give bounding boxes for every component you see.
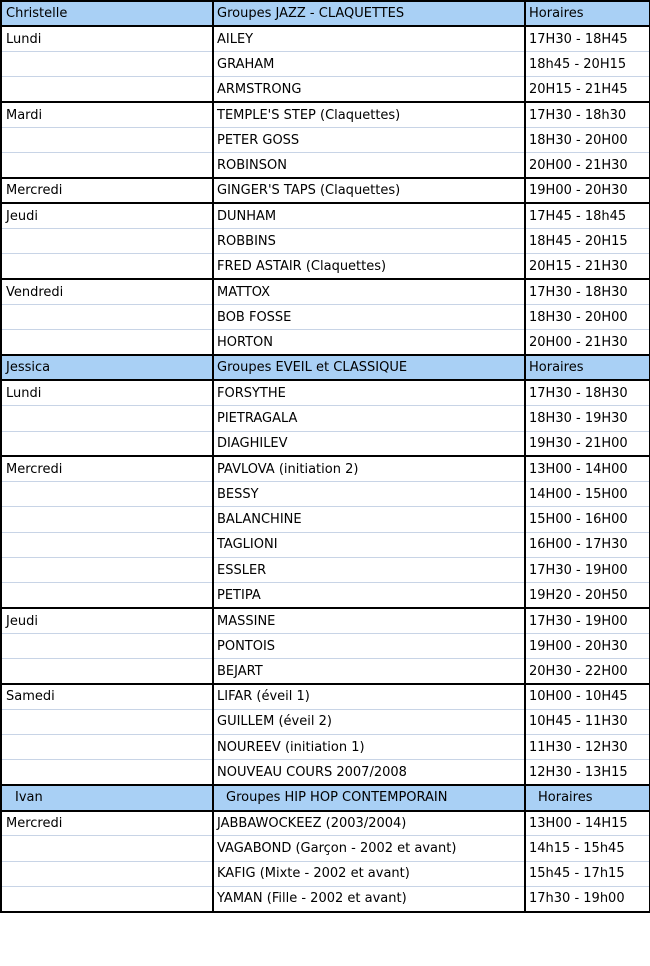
day-label: Lundi (1, 380, 213, 405)
day-empty (1, 482, 213, 507)
class-row (1, 102, 650, 127)
day-label: Mercredi (1, 456, 213, 481)
class-time: 17H30 - 18H45 (525, 26, 650, 51)
class-time: 18H30 - 20H00 (525, 305, 650, 330)
class-time: 18h45 - 20H15 (525, 52, 650, 77)
class-name: DUNHAM (213, 203, 525, 228)
class-name: TAGLIONI (213, 532, 525, 557)
day-empty (1, 558, 213, 583)
class-row (1, 52, 650, 77)
groups-title: Groupes EVEIL et CLASSIQUE (213, 355, 525, 380)
class-time: 17H30 - 18H30 (525, 380, 650, 405)
class-row (1, 431, 650, 456)
class-name: PAVLOVA (initiation 2) (213, 456, 525, 481)
class-row (1, 77, 650, 102)
class-name: BALANCHINE (213, 507, 525, 532)
class-time: 17H30 - 18H30 (525, 279, 650, 304)
class-time: 20H00 - 21H30 (525, 330, 650, 355)
class-row (1, 684, 650, 709)
class-name: GUILLEM (éveil 2) (213, 709, 525, 734)
day-empty (1, 735, 213, 760)
class-row (1, 861, 650, 886)
class-name: TEMPLE'S STEP (Claquettes) (213, 102, 525, 127)
class-row (1, 836, 650, 861)
class-time: 20H00 - 21H30 (525, 153, 650, 178)
class-name: BOB FOSSE (213, 305, 525, 330)
class-row (1, 279, 650, 304)
class-row (1, 608, 650, 633)
groups-title: Groupes JAZZ - CLAQUETTES (213, 1, 525, 26)
class-name: PETIPA (213, 583, 525, 608)
teacher-name: Ivan (1, 785, 213, 810)
class-row (1, 380, 650, 405)
class-name: LIFAR (éveil 1) (213, 684, 525, 709)
class-time: 18H30 - 20H00 (525, 127, 650, 152)
class-time: 17H30 - 19H00 (525, 608, 650, 633)
day-empty (1, 52, 213, 77)
day-empty (1, 254, 213, 279)
class-name: FRED ASTAIR (Claquettes) (213, 254, 525, 279)
class-time: 20H30 - 22H00 (525, 659, 650, 684)
class-time: 15H00 - 16H00 (525, 507, 650, 532)
day-empty (1, 406, 213, 431)
day-empty (1, 507, 213, 532)
class-row (1, 659, 650, 684)
hours-title: Horaires (525, 355, 650, 380)
class-row (1, 507, 650, 532)
schedule-body (1, 1, 650, 912)
day-empty (1, 709, 213, 734)
class-name: BEJART (213, 659, 525, 684)
class-name: PONTOIS (213, 633, 525, 658)
class-row (1, 330, 650, 355)
class-time: 17H30 - 18h30 (525, 102, 650, 127)
day-label: Mardi (1, 102, 213, 127)
class-row (1, 633, 650, 658)
class-time: 14h15 - 15h45 (525, 836, 650, 861)
class-row (1, 735, 650, 760)
class-name: FORSYTHE (213, 380, 525, 405)
class-time: 13H00 - 14H00 (525, 456, 650, 481)
class-time: 17h30 - 19h00 (525, 886, 650, 911)
day-empty (1, 760, 213, 785)
class-name: YAMAN (Fille - 2002 et avant) (213, 886, 525, 911)
day-label: Mercredi (1, 178, 213, 203)
day-label: Jeudi (1, 203, 213, 228)
class-time: 17H45 - 18h45 (525, 203, 650, 228)
day-empty (1, 77, 213, 102)
day-empty (1, 330, 213, 355)
class-name: KAFIG (Mixte - 2002 et avant) (213, 861, 525, 886)
hours-title: Horaires (525, 785, 650, 810)
class-time: 18H45 - 20H15 (525, 229, 650, 254)
class-name: VAGABOND (Garçon - 2002 et avant) (213, 836, 525, 861)
class-time: 18H30 - 19H30 (525, 406, 650, 431)
class-name: DIAGHILEV (213, 431, 525, 456)
class-row (1, 406, 650, 431)
class-time: 14H00 - 15H00 (525, 482, 650, 507)
day-empty (1, 229, 213, 254)
day-label: Lundi (1, 26, 213, 51)
section-header-row (1, 1, 650, 26)
day-empty (1, 886, 213, 911)
class-time: 15h45 - 17h15 (525, 861, 650, 886)
class-name: ROBINSON (213, 153, 525, 178)
class-name: PETER GOSS (213, 127, 525, 152)
day-empty (1, 127, 213, 152)
teacher-name: Christelle (1, 1, 213, 26)
class-time: 11H30 - 12H30 (525, 735, 650, 760)
class-row (1, 178, 650, 203)
class-time: 19H30 - 21H00 (525, 431, 650, 456)
day-empty (1, 532, 213, 557)
class-time: 17H30 - 19H00 (525, 558, 650, 583)
class-row (1, 558, 650, 583)
teacher-name: Jessica (1, 355, 213, 380)
class-row (1, 886, 650, 911)
class-time: 10H45 - 11H30 (525, 709, 650, 734)
day-empty (1, 633, 213, 658)
class-time: 10H00 - 10H45 (525, 684, 650, 709)
day-empty (1, 431, 213, 456)
groups-title: Groupes HIP HOP CONTEMPORAIN (213, 785, 525, 810)
day-label: Vendredi (1, 279, 213, 304)
day-label: Mercredi (1, 811, 213, 836)
class-row (1, 254, 650, 279)
class-row (1, 229, 650, 254)
class-name: PIETRAGALA (213, 406, 525, 431)
class-name: ARMSTRONG (213, 77, 525, 102)
class-row (1, 153, 650, 178)
class-row (1, 811, 650, 836)
day-empty (1, 305, 213, 330)
class-time: 13H00 - 14H15 (525, 811, 650, 836)
day-empty (1, 836, 213, 861)
class-name: BESSY (213, 482, 525, 507)
class-row (1, 532, 650, 557)
class-time: 16H00 - 17H30 (525, 532, 650, 557)
class-name: ROBBINS (213, 229, 525, 254)
class-time: 19H20 - 20H50 (525, 583, 650, 608)
class-row (1, 760, 650, 785)
hours-title: Horaires (525, 1, 650, 26)
class-time: 12H30 - 13H15 (525, 760, 650, 785)
class-row (1, 583, 650, 608)
section-header-row (1, 355, 650, 380)
day-label: Jeudi (1, 608, 213, 633)
class-name: GRAHAM (213, 52, 525, 77)
day-empty (1, 153, 213, 178)
class-name: MASSINE (213, 608, 525, 633)
class-name: ESSLER (213, 558, 525, 583)
class-time: 19H00 - 20H30 (525, 178, 650, 203)
class-row (1, 456, 650, 481)
class-time: 19H00 - 20H30 (525, 633, 650, 658)
section-header-row (1, 785, 650, 810)
class-row (1, 709, 650, 734)
class-row (1, 482, 650, 507)
class-row (1, 203, 650, 228)
class-name: JABBAWOCKEEZ (2003/2004) (213, 811, 525, 836)
class-name: HORTON (213, 330, 525, 355)
day-empty (1, 861, 213, 886)
class-name: NOUVEAU COURS 2007/2008 (213, 760, 525, 785)
class-time: 20H15 - 21H45 (525, 77, 650, 102)
class-name: MATTOX (213, 279, 525, 304)
day-label: Samedi (1, 684, 213, 709)
class-time: 20H15 - 21H30 (525, 254, 650, 279)
class-name: AILEY (213, 26, 525, 51)
day-empty (1, 659, 213, 684)
day-empty (1, 583, 213, 608)
class-row (1, 305, 650, 330)
class-row (1, 127, 650, 152)
class-name: NOUREEV (initiation 1) (213, 735, 525, 760)
class-row (1, 26, 650, 51)
class-name: GINGER'S TAPS (Claquettes) (213, 178, 525, 203)
